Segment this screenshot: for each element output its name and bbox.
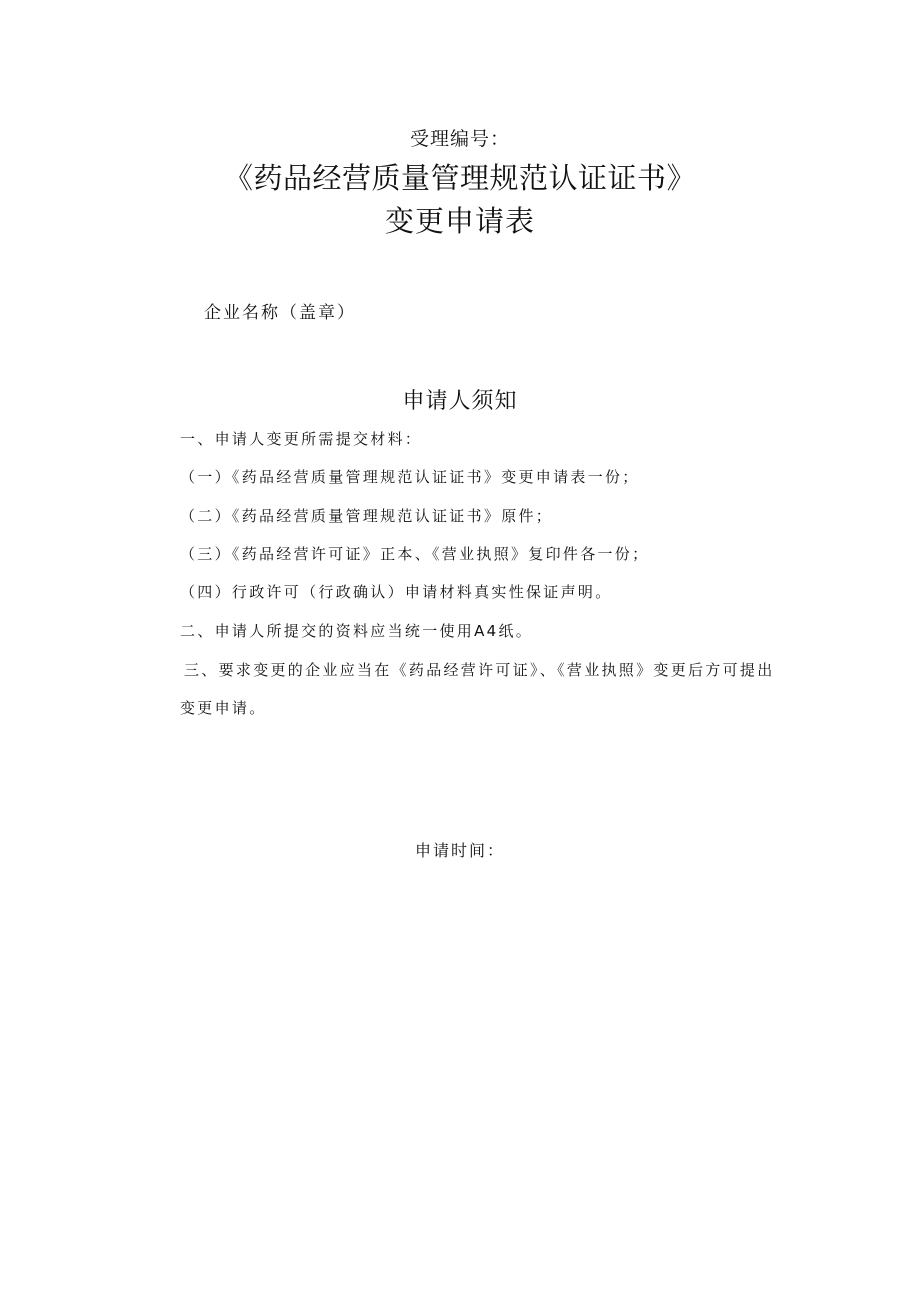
document-title: 《药品经营质量管理规范认证证书》 [223, 161, 696, 195]
notice-line: 变更申请。 [180, 699, 267, 717]
notice-line: （四）行政许可（行政确认）申请材料真实性保证声明。 [180, 583, 613, 601]
notice-line: （一）《药品经营质量管理规范认证证书》变更申请表一份； [180, 468, 640, 486]
company-name-seal-label: 企业名称（盖章） [204, 303, 356, 323]
accept-number-label: 受理编号： [409, 128, 510, 150]
apply-time-label: 申请时间： [414, 841, 505, 860]
notice-line: 一、申请人变更所需提交材料： [180, 430, 423, 448]
notice-line: （三）《药品经营许可证》正本、《营业执照》复印件各一份； [180, 545, 650, 563]
document-subtitle: 变更申请表 [384, 204, 535, 238]
notice-line: 三、要求变更的企业应当在《药品经营许可证》、《营业执照》变更后方可提出 [184, 661, 775, 679]
notice-line: （二）《药品经营质量管理规范认证证书》原件； [180, 507, 554, 525]
notice-line: 二、申请人所提交的资料应当统一使用A4纸。 [180, 622, 534, 640]
notice-heading: 申请人须知 [402, 389, 518, 414]
